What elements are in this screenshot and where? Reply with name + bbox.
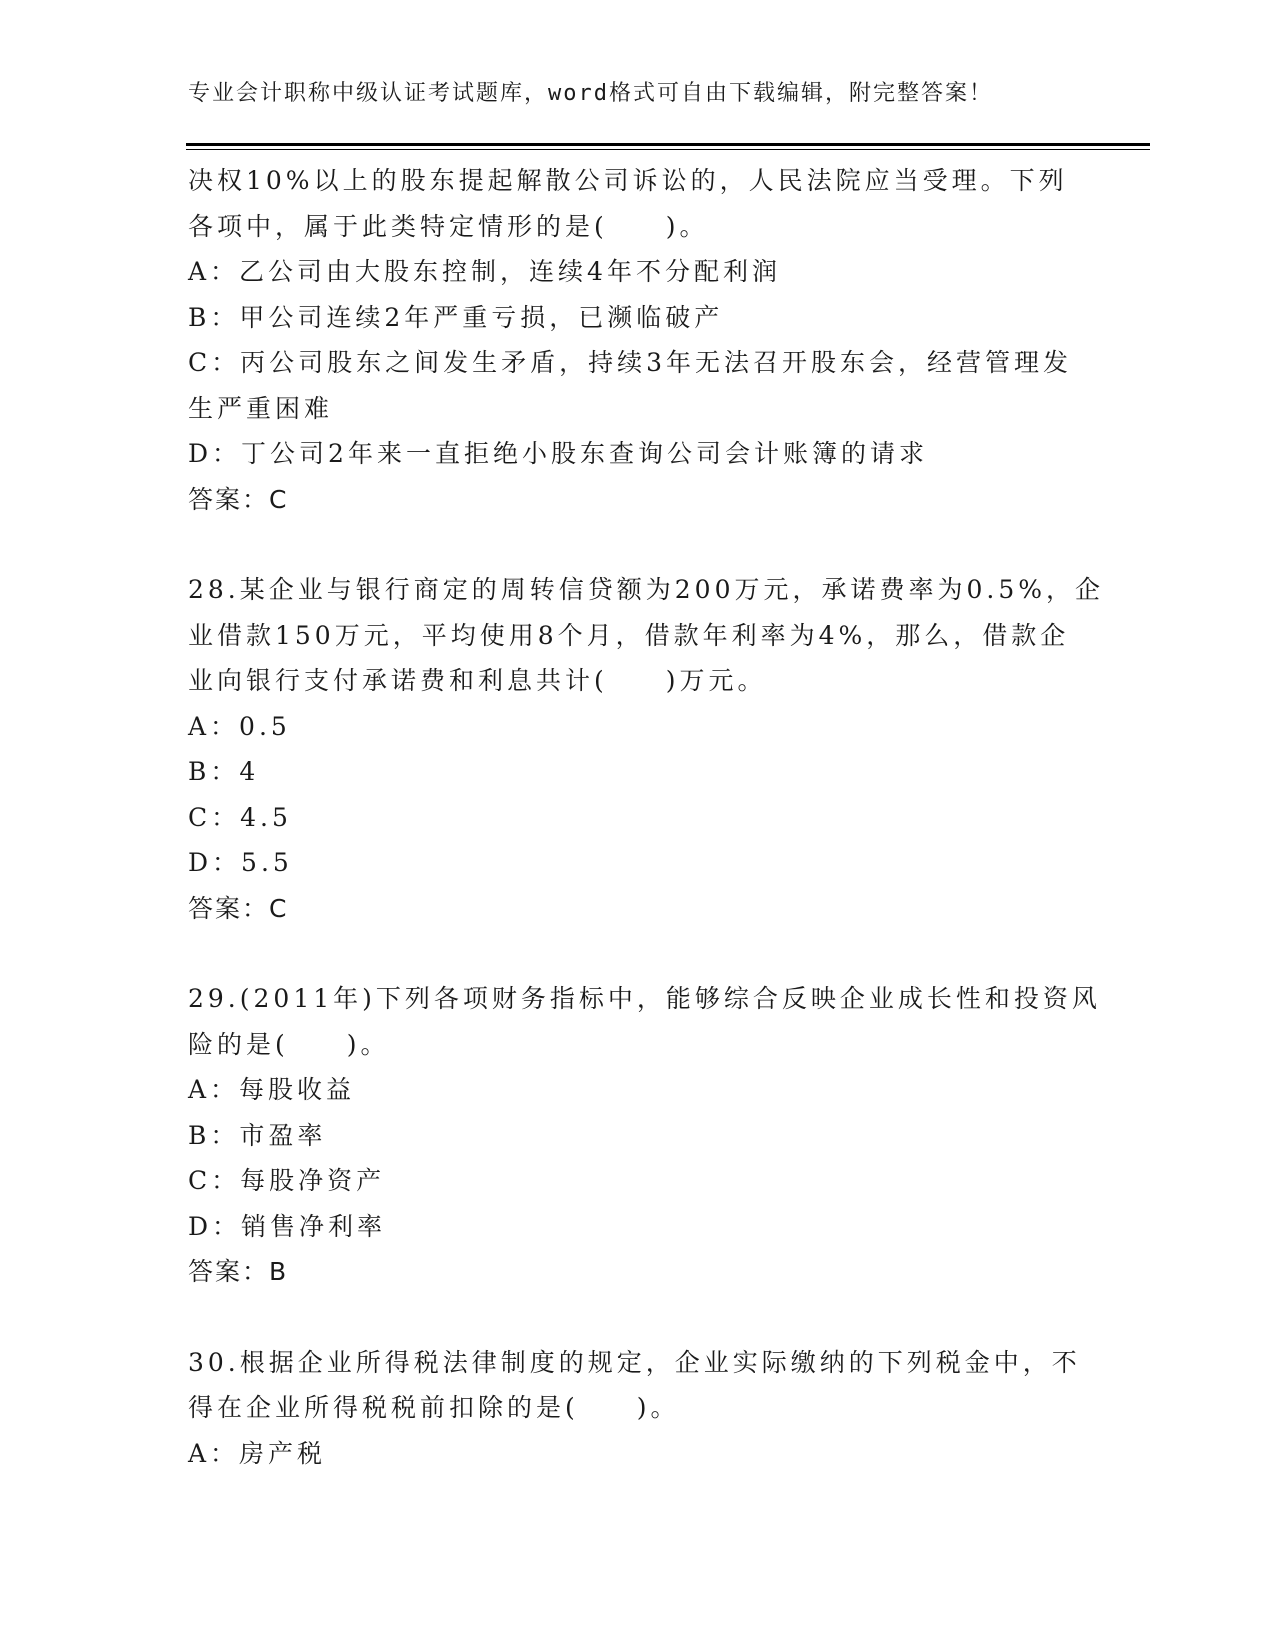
option-c: C：丙公司股东之间发生矛盾，持续3年无法召开股东会，经营管理发	[188, 348, 1073, 377]
option-a: A：乙公司由大股东控制，连续4年不分配利润	[188, 257, 781, 286]
page-header: 专业会计职称中级认证考试题库，word格式可自由下载编辑，附完整答案！	[188, 81, 993, 106]
option-c-continued: 生严重困难	[188, 393, 334, 423]
question-text-line: 28.某企业与银行商定的周转信贷额为200万元，承诺费率为0.5%，企	[188, 575, 1104, 604]
question-29	[188, 976, 1101, 1295]
question-30	[188, 1340, 1088, 1477]
option-b: B：甲公司连续2年严重亏损，已濒临破产	[188, 302, 724, 332]
question-text-line: 业借款150万元，平均使用8个月，借款年利率为4%，那么，借款企	[188, 620, 1070, 650]
option-a: A：房产税	[188, 1438, 327, 1468]
answer-label: 答案：B	[188, 1257, 289, 1286]
option-b: B：4	[188, 757, 260, 786]
option-d: D：5.5	[188, 848, 293, 877]
question-text-line: 29.(2011年)下列各项财务指标中，能够综合反映企业成长性和投资风	[188, 984, 1101, 1013]
header-rule-thin	[186, 149, 1150, 150]
option-d: D：销售净利率	[188, 1211, 387, 1241]
option-b: B：市盈率	[188, 1120, 327, 1150]
question-text-line: 险的是( )。	[188, 1029, 390, 1059]
option-c: C：每股净资产	[188, 1166, 386, 1195]
option-d: D：丁公司2年来一直拒绝小股东查询公司会计账簿的请求	[188, 439, 928, 468]
option-a: A：每股收益	[188, 1075, 356, 1104]
option-c: C：4.5	[188, 802, 292, 832]
question-27	[188, 158, 1088, 522]
question-text-line: 得在企业所得税税前扣除的是( )。	[188, 1393, 680, 1422]
question-text-line: 业向银行支付承诺费和利息共计( )万元。	[188, 666, 767, 695]
question-text-line: 各项中，属于此类特定情形的是( )。	[188, 211, 709, 241]
question-28	[188, 567, 1104, 931]
answer-label: 答案：C	[188, 893, 289, 923]
header-rule-thick	[186, 143, 1150, 146]
answer-label: 答案：C	[188, 484, 289, 514]
question-text-line: 决权10%以上的股东提起解散公司诉讼的，人民法院应当受理。下列	[188, 166, 1068, 195]
question-text-line: 30.根据企业所得税法律制度的规定，企业实际缴纳的下列税金中，不	[188, 1347, 1081, 1377]
question-list	[188, 158, 1104, 1521]
option-a: A：0.5	[188, 711, 291, 741]
